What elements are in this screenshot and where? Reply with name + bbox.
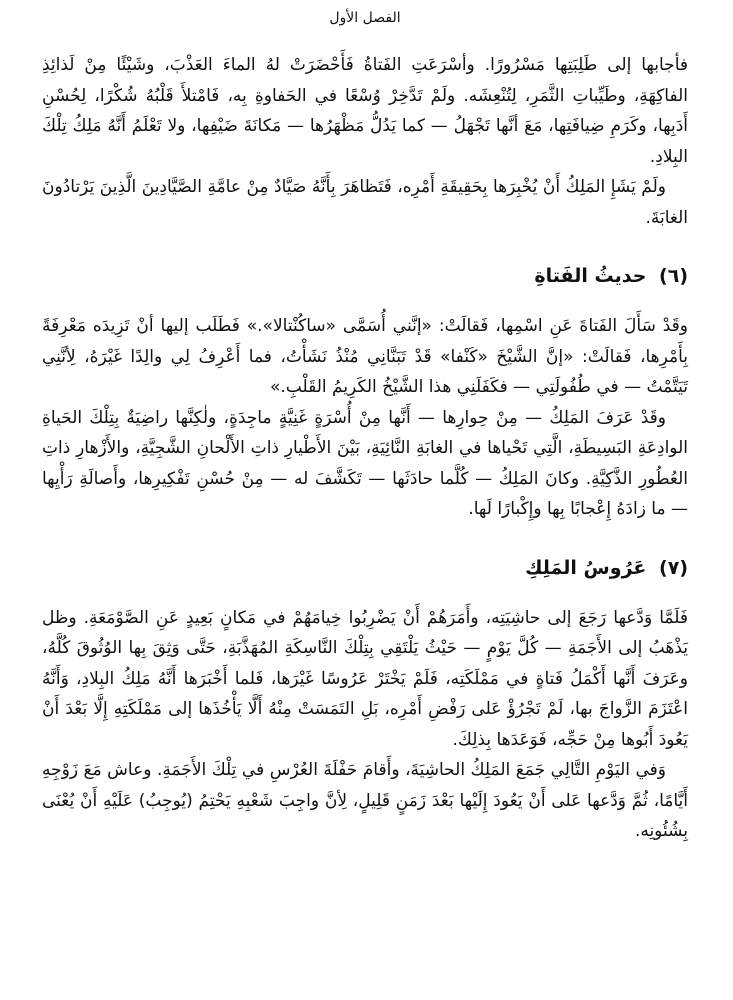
paragraph: فأجابها إلى طَلِبَتِها مَسْرُورًا. وأسْرَعَتِ الفَتاةُ فَأَحْضَرَتْ لهُ الماءَ العَذْبَ، وشَيْئًا مِنْ لَذائِذِ الفاكِهَةِ، وطَيِّباتِ الثَّمَرِ، لِتُنْعِشَه. ولَمْ تَدَّخِرْ وُسْعًا في الحَفاوةِ بِه، فَامْتلأَ قَلْبُهُ شُكْرًا، لِحُسْنِ أَدَبِها، وكَرَمِ ضِيافَتِها، مَعَ أنَّها تَجْهَلُ — كما يَدُلُّ مَظْهَرُها — مَكانَةَ ضَيْفِها، ولا تَعْلَمُ أَنَّهُ مَلِكُ تِلْكَ البِلادِ. <box>42 55 688 167</box>
section-title: حديثُ الفَتاةِ <box>534 265 647 287</box>
section-heading <box>42 261 688 291</box>
paragraph: وقَدْ سَأَلَ الفَتاةَ عَنِ اسْمِها، فَقالَتْ: «إنَّني أُسَمَّى «ساكُنْتالا».» فَطَلَب إليها أنْ تَزِيدَه مَعْرِفَةً بِأَمْرِها، فَقالَتْ: «إنَّ الشَّيْخَ «كَنْفا» قَدْ تَبَنَّانِي مُنْذُ نَشَأْتُ، فما أَعْرِفُ لِي والِدًا غَيْرَهُ، لِأنَّنِي تَيَتَّمْتُ — في طُفُولَتِي — فكَفَلَنِي هذا الشَّيْخُ الكَرِيمُ القَلْبِ.» <box>42 316 688 397</box>
paragraph: ولَمْ يَشَإِ المَلِكُ أَنْ يُخْبِرَها بِحَقِيقَةِ أَمْرِه، فَتَظاهَرَ بِأَنَّهُ صَيَّادٌ مِنْ عامَّةِ الصَّيَّادِينَ الَّذِينَ يَرْتادُونَ الغابَةَ. <box>42 177 688 228</box>
paragraph: وَفي اليَوْمِ التَّالِي جَمَعَ المَلِكُ الحاشِيَةَ، وأَقامَ حَفْلَةَ العُرْسِ في تِلْكَ الأَجَمَةِ. وعاش مَعَ زَوْجِهِ أَيَّامًا، ثُمَّ وَدَّعها عَلى أَنْ يَعُودَ إِلَيْها بَعْدَ زَمَنٍ قَلِيلٍ، لِأنَّ واجِبَ شَعْبِهِ يَحْتِمُ (يُوجِبُ) عَلَيْهِ أَنْ يُعْنَى بِشُئُونِه. <box>42 760 688 841</box>
paragraph: فَلَمَّا وَدَّعها رَجَعَ إلى حاشِيَتِه، وأَمَرَهُمْ أَنْ يَضْرِبُوا خِيامَهُمْ في مَكانٍ بَعِيدٍ عَنِ الصَّوْمَعَةِ. وظل يَذْهَبُ إلى الأَجَمَةِ — كُلَّ يَوْمٍ — حَيْثُ يَلْتَقِي بِتِلْكَ النَّاسِكَةِ المُهَذَّبَةِ، حَتَّى وَثِقَ بِها الوُثُوقَ كُلَّهُ، وعَرَفَ أَنَّها أَكْمَلُ فَتاةٍ في مَمْلَكَتِه، فَلَمْ يَخْتَرْ عَرُوسًا غَيْرَها، فَلما أَخْبَرَها أَنَّهُ مَلِكُ البِلادِ، وَأَنَّهُ اعْتَزَمَ الزَّواجَ بها، لَمْ تَجْرُؤْ عَلى رَفْضِ أَمْرِه، بَلِ التَمَسَتْ مِنْهُ أَلَّا يَأْخُذَها إلى مَمْلَكَتِهِ إِلَّا بَعْدَ أَنْ يَعُودَ أَبُوها مِنْ حَجِّه، فَوَعَدَها بِذلِكَ. <box>42 607 688 750</box>
section-title: عَرُوسُ المَلِكِ <box>525 556 647 579</box>
section-heading <box>42 553 688 583</box>
chapter-running-header: الفصل الأول <box>329 10 401 26</box>
paragraph: وقَدْ عَرَفَ المَلِكُ — مِنْ حِوارِها — أَنَّها مِنْ أُسْرَةٍ غَنِيَّةٍ ماجِدَةٍ، ولٰكِنَّها راضِيَةٌ بِتِلْكَ الحَياةِ الوادِعَةِ البَسِيطَةِ، الَّتِي تَحْياها في الغابَةِ النَّائِيَةِ، بَيْنَ الأَطْيارِ ذاتِ الأَلْحانِ الشَّجِيَّةِ، والأَزْهارِ ذاتِ العُطُورِ الذَّكِيَّةِ. وكانَ المَلِكُ — كُلَّما حادَثَها — تَكَشَّفَ له — مِنْ حُسْنِ تَفْكِيرِها، وأَصالَةِ رَأْيِها — ما زادَهُ إِعْجابًا بِها وإِكْبارًا لَها. <box>42 407 688 519</box>
section-number: (٧) <box>659 556 688 579</box>
section-number: (٦) <box>659 265 688 287</box>
